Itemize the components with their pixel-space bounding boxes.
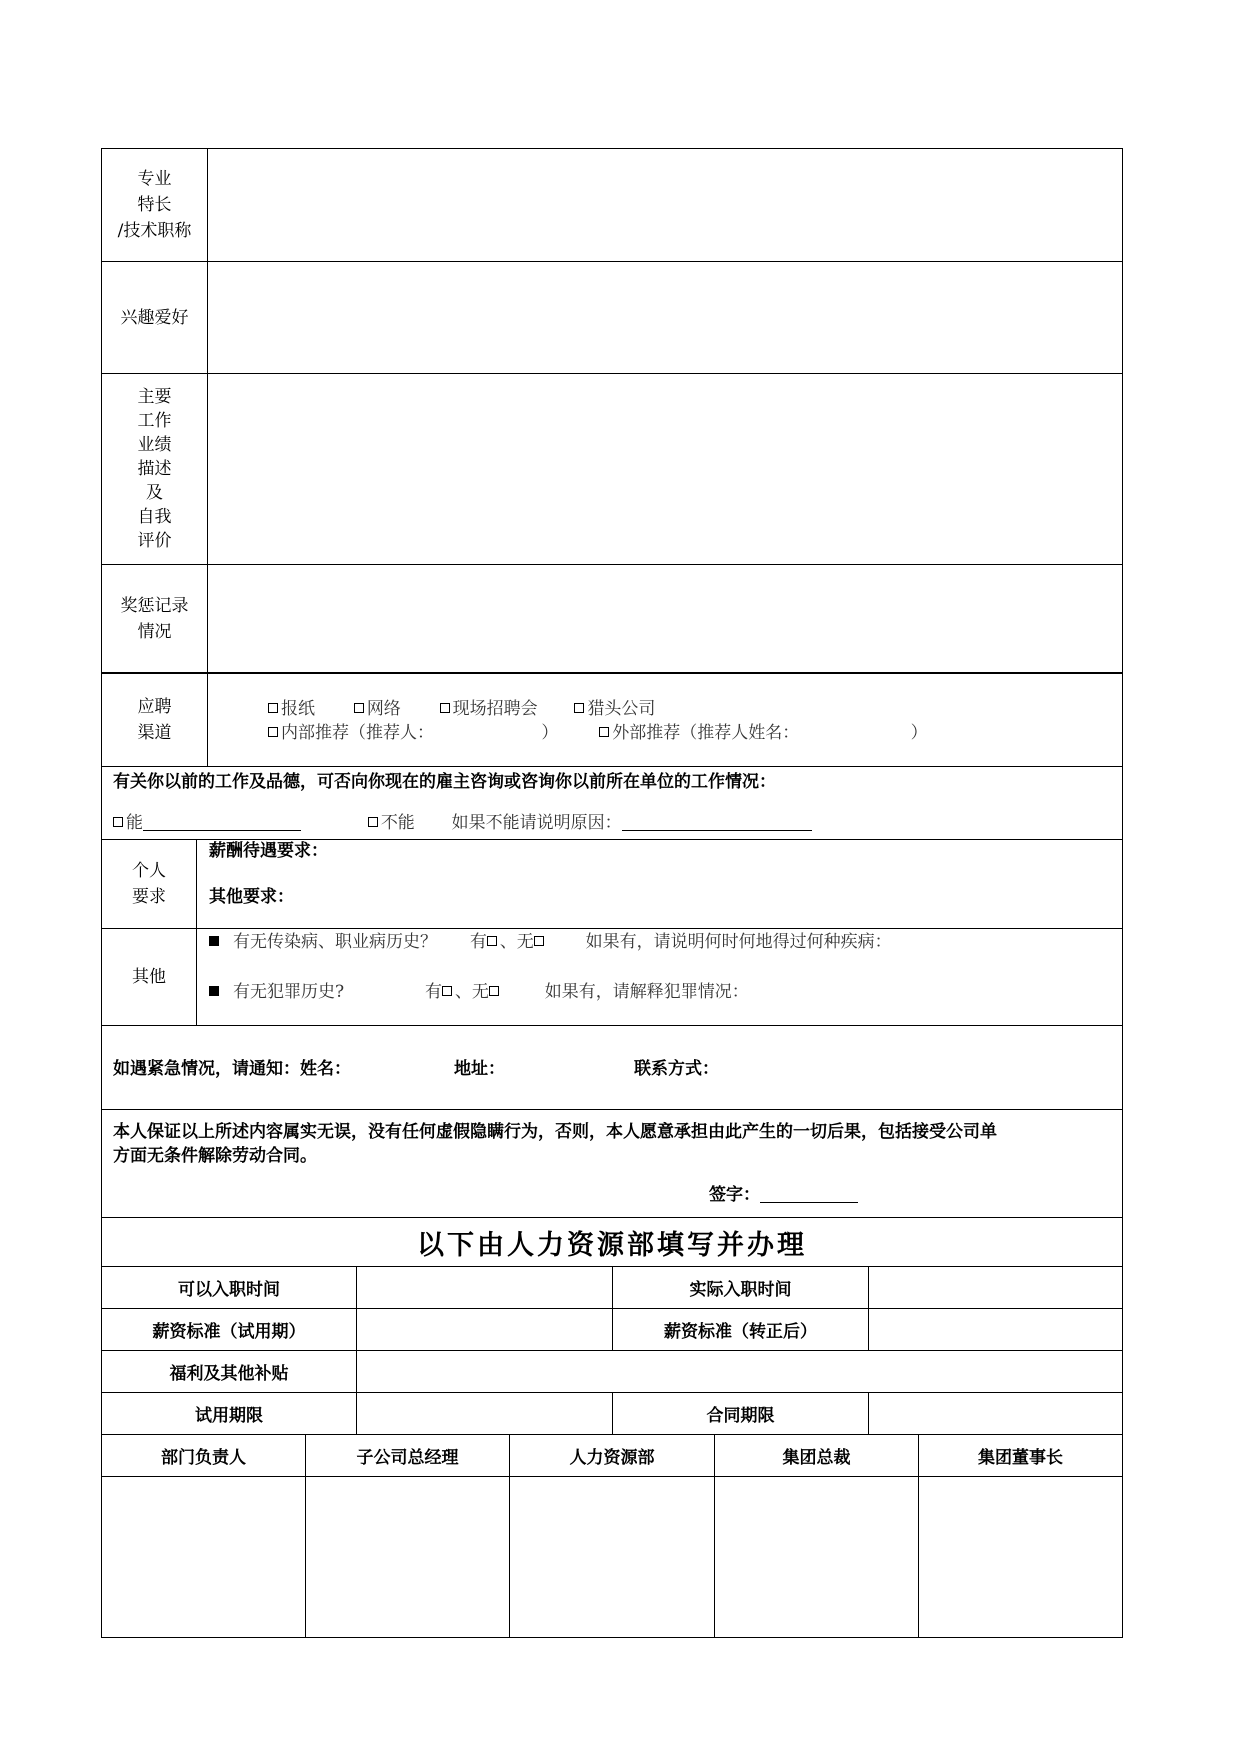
checkbox-reference-yes[interactable] (113, 817, 123, 827)
disease-history-line: 有无传染病、职业病历史？ 有 、无 如果有，请说明何时何地得过何种疾病： (209, 931, 892, 953)
hobbies-label: 兴趣爱好 (102, 262, 208, 373)
hobbies-row (102, 261, 1122, 373)
subsidiary-gm-signature-box[interactable] (306, 1477, 510, 1637)
reference-row (102, 766, 1122, 839)
signature-field[interactable] (760, 1202, 858, 1203)
hr-dept-signature-box[interactable] (510, 1477, 715, 1637)
checkbox-disease-yes[interactable] (487, 936, 497, 946)
specialty-field[interactable] (208, 149, 1122, 261)
salary-probation-label: 薪资标准（试用期） (102, 1309, 357, 1350)
specialty-label: 专业 特长 /技术职称 (102, 149, 208, 261)
hr-section-title: 以下由人力资源部填写并办理 (417, 1229, 807, 1261)
group-president-signature-box[interactable] (715, 1477, 919, 1637)
personal-requirements-row (102, 839, 1122, 928)
reference-question: 有关你以前的工作及品德，可否向你现在的雇主咨询或咨询你以前所在单位的工作情况： (113, 772, 776, 792)
actual-start-field[interactable] (869, 1267, 1122, 1308)
subsidiary-gm-label: 子公司总经理 (306, 1435, 510, 1476)
checkbox-internal-referral[interactable] (268, 727, 278, 737)
salary-regular-label: 薪资标准（转正后） (613, 1309, 869, 1350)
emergency-contact-label: 联系方式： (634, 1059, 719, 1079)
approvals-header-row (102, 1434, 1122, 1476)
achievements-row (102, 373, 1122, 564)
channel-options-line2: 内部推荐（推荐人： ） 外部推荐（推荐人姓名： ） (268, 722, 928, 744)
other-label: 其他 (102, 929, 197, 1025)
application-form (101, 148, 1123, 1638)
probation-period-label: 试用期限 (102, 1393, 357, 1434)
probation-period-field[interactable] (357, 1393, 613, 1434)
reference-answer-line: 能 不能 如果不能请说明原因： (113, 812, 812, 834)
hobbies-field[interactable] (208, 262, 1122, 373)
actual-start-label: 实际入职时间 (613, 1267, 869, 1308)
hr-row-benefits (102, 1350, 1122, 1392)
approvals-signature-row (102, 1476, 1122, 1637)
declaration-line1: 本人保证以上所述内容属实无误，没有任何虚假隐瞒行为，否则，本人愿意承担由此产生的一切后果，包括接受公司单 (113, 1122, 997, 1142)
declaration-row (102, 1109, 1122, 1217)
checkbox-headhunter[interactable] (574, 703, 584, 713)
signature-line: 签字： (709, 1184, 858, 1206)
reference-yes-field[interactable] (143, 830, 301, 831)
checkbox-external-referral[interactable] (599, 727, 609, 737)
salary-regular-field[interactable] (869, 1309, 1122, 1350)
dept-head-label: 部门负责人 (102, 1435, 306, 1476)
channel-label: 应聘 渠道 (102, 674, 208, 766)
checkbox-web[interactable] (354, 703, 364, 713)
rewards-field[interactable] (208, 565, 1122, 672)
group-president-label: 集团总裁 (715, 1435, 919, 1476)
contract-period-field[interactable] (869, 1393, 1122, 1434)
dept-head-signature-box[interactable] (102, 1477, 306, 1637)
channel-row (102, 672, 1122, 766)
benefits-field[interactable] (357, 1351, 1122, 1392)
checkbox-disease-no[interactable] (534, 936, 544, 946)
other-requirement-label: 其他要求： (209, 887, 294, 907)
group-chairman-label: 集团董事长 (978, 1448, 1063, 1468)
hr-row-salary (102, 1308, 1122, 1350)
rewards-row (102, 564, 1122, 672)
group-chairman-signature-box[interactable] (919, 1477, 1122, 1637)
benefits-label: 福利及其他补贴 (102, 1351, 357, 1392)
start-time-label: 可以入职时间 (102, 1267, 357, 1308)
emergency-contact-row (102, 1025, 1122, 1109)
achievements-label: 主要 工作 业绩 描述 及 自我 评价 (102, 374, 208, 564)
declaration-line2: 方面无条件解除劳动合同。 (113, 1146, 317, 1166)
hr-row-periods (102, 1392, 1122, 1434)
personal-requirements-label: 个人 要求 (102, 840, 197, 928)
checkbox-crime-yes[interactable] (442, 986, 452, 996)
channel-options-line1: 报纸 网络 现场招聘会 猎头公司 (268, 698, 655, 720)
checkbox-crime-no[interactable] (489, 986, 499, 996)
specialty-row (102, 149, 1122, 261)
checkbox-job-fair[interactable] (440, 703, 450, 713)
reference-reason-field[interactable] (622, 830, 812, 831)
hr-dept-label: 人力资源部 (510, 1435, 715, 1476)
crime-history-line: 有无犯罪历史? 有 、无 如果有，请解释犯罪情况： (209, 981, 749, 1003)
hr-row-start-time (102, 1266, 1122, 1308)
salary-requirement-label: 薪酬待遇要求： (209, 841, 328, 861)
emergency-address-label: 地址： (454, 1059, 505, 1079)
contract-period-label: 合同期限 (613, 1393, 869, 1434)
hr-section-title-row (102, 1217, 1122, 1266)
other-row (102, 928, 1122, 1025)
salary-probation-field[interactable] (357, 1309, 613, 1350)
checkbox-newspaper[interactable] (268, 703, 278, 713)
rewards-label: 奖惩记录 情况 (102, 565, 208, 672)
emergency-name-label: 如遇紧急情况，请通知：姓名： (113, 1059, 351, 1079)
checkbox-reference-no[interactable] (368, 817, 378, 827)
start-time-field[interactable] (357, 1267, 613, 1308)
achievements-field[interactable] (208, 374, 1122, 564)
bullet-square-icon (209, 936, 219, 946)
bullet-square-icon (209, 986, 219, 996)
